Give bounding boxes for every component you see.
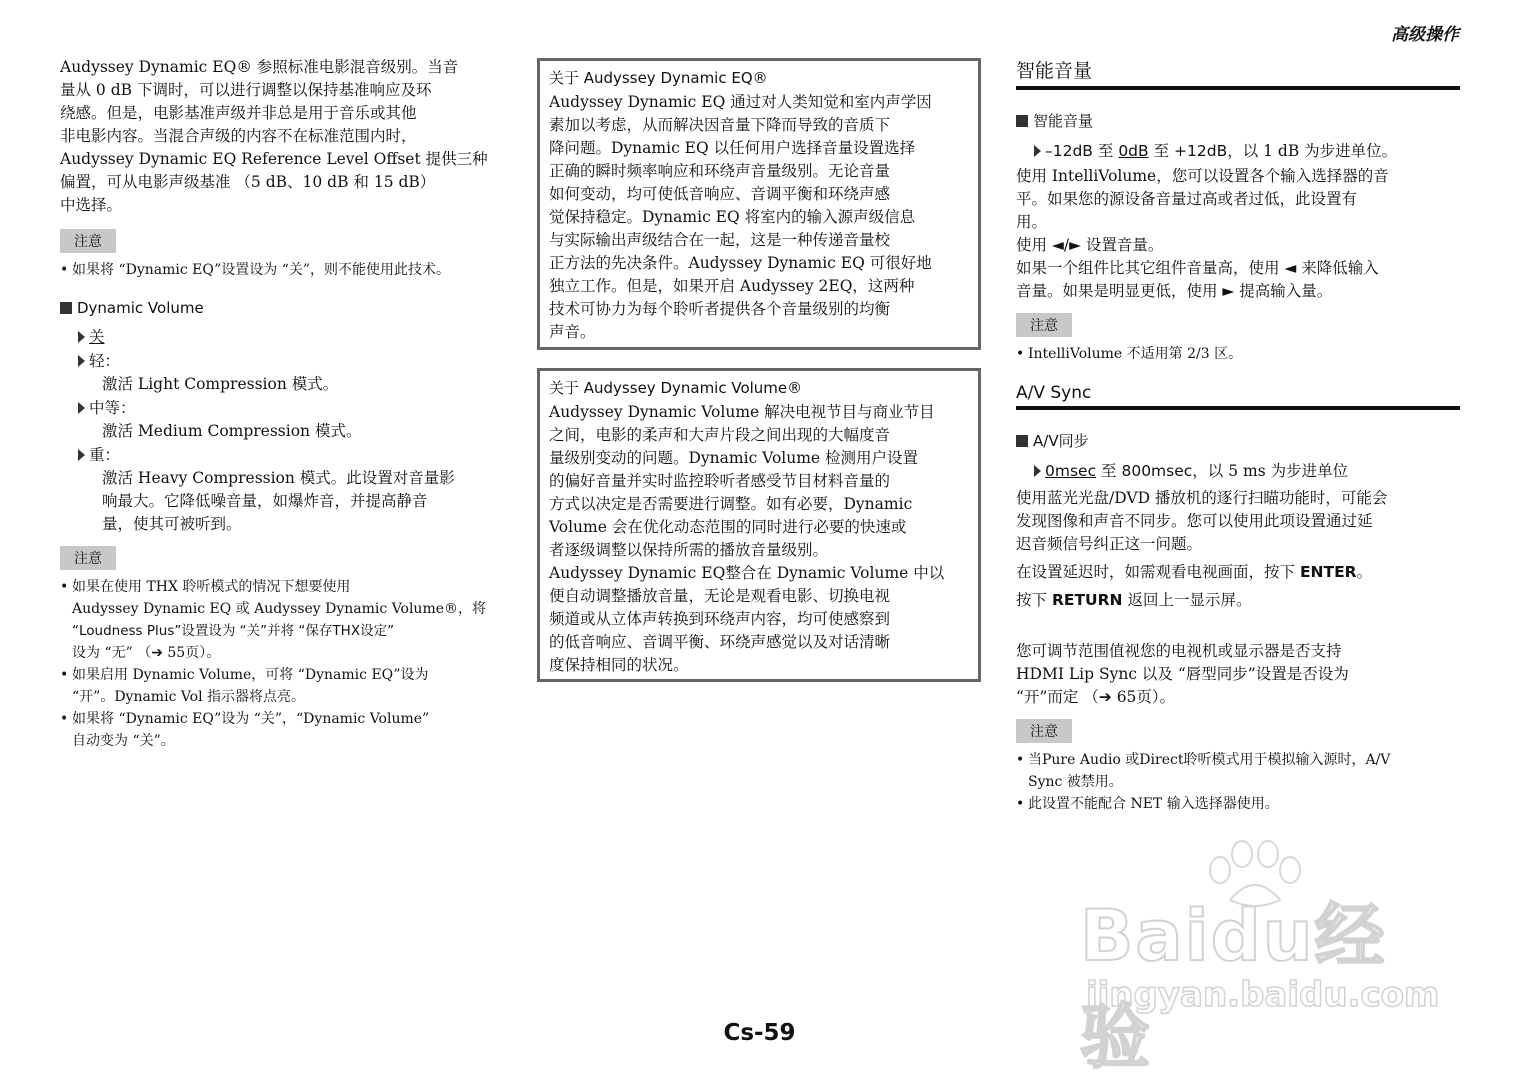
text-line: 便自动调整播放音量，无论是观看电影、切换电视: [549, 587, 891, 605]
note-label: 注意: [60, 229, 116, 253]
note-list: [60, 576, 505, 752]
text-line: 与实际输出声级结合在一起，这是一种传递音量校: [549, 231, 891, 249]
range-sep: 至: [1096, 462, 1122, 480]
column-middle: [537, 58, 981, 682]
option-medium-desc: 激活 Medium Compression 模式。: [102, 422, 362, 440]
text-line: 的低音响应、音调平衡、环绕声感觉以及对话清晰: [549, 633, 891, 651]
text-line: 如果启用 Dynamic Volume，可将 “Dynamic EQ”设为: [72, 667, 429, 683]
triangle-right-icon: [78, 402, 85, 414]
option-label: 轻：: [89, 352, 121, 370]
note-label: 注意: [60, 546, 116, 570]
text-part: 按下: [1016, 591, 1052, 609]
text-line: 如果将 “Dynamic EQ”设为 “关”，“Dynamic Volume”: [72, 711, 430, 727]
range-min: 0msec: [1045, 462, 1097, 480]
note-item: [1016, 749, 1460, 793]
range-step: ，以 5 ms 为步进单位: [1192, 462, 1349, 480]
intellivolume-body: [1016, 165, 1460, 303]
text-line: 的偏好音量并实时监控聆听者感受节目材料音量的: [549, 472, 891, 490]
text-line: 素加以考虑，从而解决因音量下降而导致的音质下: [549, 116, 891, 134]
heading-text: Dynamic Volume: [77, 299, 204, 317]
heading-text: A/V同步: [1033, 432, 1089, 450]
watermark: [1080, 840, 1440, 1078]
box-title: 关于 Audyssey Dynamic EQ®: [549, 69, 768, 87]
enter-key-label: ENTER: [1299, 563, 1357, 581]
option-label: 中等：: [89, 399, 136, 417]
note-item: • 如果将 “Dynamic EQ”设置设为 “关”，则不能使用此技术。: [60, 259, 505, 281]
text-line: 发现图像和声音不同步。您可以使用此项设置通过延: [1016, 512, 1373, 530]
triangle-right-icon: [78, 331, 85, 343]
square-bullet-icon: [1016, 115, 1028, 127]
text-line: 平。如果您的源设备音量过高或者过低，此设置有: [1016, 190, 1358, 208]
intro-paragraph: [60, 56, 505, 217]
info-box-dynamic-eq: [537, 58, 981, 350]
box-title: 关于 Audyssey Dynamic Volume®: [549, 379, 803, 397]
text-line: HDMI Lip Sync 以及 “唇型同步”设置是否设为: [1016, 665, 1349, 683]
range-default: 0dB: [1118, 142, 1149, 160]
option-label: 关: [89, 328, 105, 346]
text-part: 。: [1356, 563, 1373, 581]
text-line: 激活 Heavy Compression 模式。此设置对音量影: [102, 469, 455, 487]
text-line: “开”而定 （➔ 65页）。: [1016, 688, 1176, 706]
column-left: [60, 56, 505, 752]
text-line: 使用 ◄/► 设置音量。: [1016, 236, 1164, 254]
text-line: Audyssey Dynamic EQ整合在 Dynamic Volume 中以: [549, 564, 945, 582]
option-heavy-desc: [60, 467, 505, 536]
option-off: [60, 325, 505, 349]
text-line: 量级别变动的问题。Dynamic Volume 检测用户设置: [549, 449, 919, 467]
text-line: 度保持相同的状况。: [549, 656, 689, 674]
av-sync-subheading: [1016, 430, 1460, 451]
text-line: Audyssey Dynamic EQ Reference Level Offset 提供三种: [60, 150, 488, 168]
note-item: • IntelliVolume 不适用第 2/3 区。: [1016, 343, 1460, 365]
watermark-brand: Baidu经验: [1080, 895, 1387, 1078]
watermark-url: jingyan.baidu.com: [1086, 975, 1440, 1015]
range-max: 800msec: [1121, 462, 1193, 480]
info-box-dynamic-volume: [537, 368, 981, 682]
note-label: 注意: [1016, 313, 1072, 337]
note-list: [1016, 343, 1460, 365]
range-text: [1032, 462, 1348, 480]
section-header: 高级操作: [1391, 25, 1459, 45]
lip-sync-paragraph: [1016, 640, 1460, 709]
text-line: 使用 IntelliVolume，您可以设置各个输入选择器的音: [1016, 167, 1389, 185]
text-line: 降问题。Dynamic EQ 以任何用户选择音量设置选择: [549, 139, 916, 157]
range-text: [1032, 142, 1397, 160]
note-list: [60, 259, 505, 281]
text-line: “开”。Dynamic Vol 指示器将点亮。: [72, 689, 306, 705]
option-medium: [60, 396, 505, 420]
text-line: 之间，电影的柔声和大声片段之间出现的大幅度音: [549, 426, 891, 444]
text-part: 在设置延迟时，如需观看电视画面，按下: [1016, 563, 1300, 581]
text-line: Audyssey Dynamic EQ 或 Audyssey Dynamic Volume®，将: [72, 601, 487, 617]
triangle-right-icon: [78, 449, 85, 461]
text-line: 者逐级调整以保持所需的播放音量级别。: [549, 541, 829, 559]
av-sync-range: [1016, 459, 1460, 483]
triangle-right-icon: [1034, 145, 1041, 157]
text-line: Audyssey Dynamic EQ 通过对人类知觉和室内声学因: [549, 93, 932, 111]
text-line: 频道或从立体声转换到环绕声内容，均可使感察到: [549, 610, 891, 628]
heading-text: 智能音量: [1033, 112, 1094, 130]
text-line: Audyssey Dynamic Volume 解决电视节目与商业节目: [549, 403, 935, 421]
square-bullet-icon: [60, 302, 72, 314]
text-line: 设为 “无” （➔ 55页）。: [72, 645, 221, 661]
text-line: 非电影内容。当混合声级的内容不在标准范围内时，: [60, 127, 417, 145]
text-line: 当Pure Audio 或Direct聆听模式用于模拟输入源时，A/V: [1028, 752, 1391, 768]
page-number: Cs-59: [723, 1020, 796, 1046]
square-bullet-icon: [1016, 435, 1028, 447]
text-line: Audyssey Dynamic EQ® 参照标准电影混音级别。当音: [60, 58, 459, 76]
option-label: 重：: [89, 446, 121, 464]
triangle-right-icon: [78, 355, 85, 367]
return-key-label: RETURN: [1051, 591, 1123, 609]
range-sep: 至: [1148, 142, 1175, 160]
box-body: [549, 91, 969, 344]
text-line: 迟音频信号纠正这一问题。: [1016, 535, 1203, 553]
text-part: 返回上一显示屏。: [1122, 591, 1252, 609]
option-heavy: [60, 443, 505, 467]
box-body: [549, 401, 969, 677]
text-line: 技术可协力为每个聆听者提供各个音量级别的均衡: [549, 300, 891, 318]
range-min: –12dB: [1045, 142, 1093, 160]
dynamic-volume-heading: [60, 299, 505, 317]
text-line: 独立工作。但是，如果开启 Audyssey 2EQ，这两种: [549, 277, 915, 295]
enter-instruction: [1016, 561, 1460, 584]
text-line: 正确的瞬时频率响应和环绕声音量级别。无论音量: [549, 162, 891, 180]
text-line: 声音。: [549, 323, 596, 341]
text-line: 正方法的先决条件。Audyssey Dynamic EQ 可很好地: [549, 254, 932, 272]
intellivolume-title: 智能音量: [1016, 56, 1460, 90]
intellivolume-subheading: [1016, 110, 1460, 131]
text-line: 如果一个组件比其它组件音量高，使用 ◄ 来降低输入: [1016, 259, 1379, 277]
text-line: 方式以决定是否需要进行调整。如有必要，Dynamic: [549, 495, 913, 513]
note-item: [60, 664, 505, 708]
note-item: • 此设置不能配合 NET 输入选择器使用。: [1016, 793, 1460, 815]
triangle-right-icon: [1034, 465, 1041, 477]
range-sep: 至: [1092, 142, 1119, 160]
range-max: +12dB: [1174, 142, 1228, 160]
av-sync-title: A/V Sync: [1016, 383, 1460, 410]
note-label: 注意: [1016, 719, 1072, 743]
av-sync-body: [1016, 487, 1460, 556]
text-line: 自动变为 “关”。: [72, 733, 175, 749]
text-line: 音量。如果是明显更低，使用 ► 提高输入量。: [1016, 282, 1333, 300]
text-line: 量从 0 dB 下调时，可以进行调整以保持基准响应及环: [60, 81, 432, 99]
text-line: 您可调节范围值视您的电视机或显示器是否支持: [1016, 642, 1342, 660]
note-item: [60, 576, 505, 664]
text-line: Sync 被禁用。: [1028, 774, 1123, 790]
text-line: 使用蓝光光盘/DVD 播放机的逐行扫瞄功能时，可能会: [1016, 489, 1388, 507]
text-line: “Loudness Plus”设置设为 “关”并将 “保存THX设定”: [72, 623, 395, 639]
range-step: ，以 1 dB 为步进单位。: [1227, 142, 1398, 160]
column-right: [1016, 56, 1460, 815]
text-line: 如何变动，均可使低音响应、音调平衡和环绕声感: [549, 185, 891, 203]
return-instruction: [1016, 589, 1460, 612]
text-line: 绕感。但是，电影基准声级并非总是用于音乐或其他: [60, 104, 417, 122]
note-item: [60, 708, 505, 752]
text-line: 量，使其可被听到。: [102, 515, 242, 533]
text-line: 响最大。它降低噪音量，如爆炸音，并提高静音: [102, 492, 428, 510]
option-light: [60, 349, 505, 373]
text-line: Volume 会在优化动态范围的同时进行必要的快速或: [549, 518, 907, 536]
text-line: 用。: [1016, 213, 1048, 231]
text-line: 如果在使用 THX 聆听模式的情况下想要使用: [72, 579, 351, 595]
note-list: [1016, 749, 1460, 815]
text-line: 中选择。: [60, 196, 123, 214]
intellivolume-range: [1016, 139, 1460, 163]
text-line: 偏置，可从电影声级基准 （5 dB、10 dB 和 15 dB）: [60, 173, 436, 191]
option-light-desc: 激活 Light Compression 模式。: [102, 375, 339, 393]
text-line: 觉保持稳定。Dynamic EQ 将室内的输入源声级信息: [549, 208, 916, 226]
